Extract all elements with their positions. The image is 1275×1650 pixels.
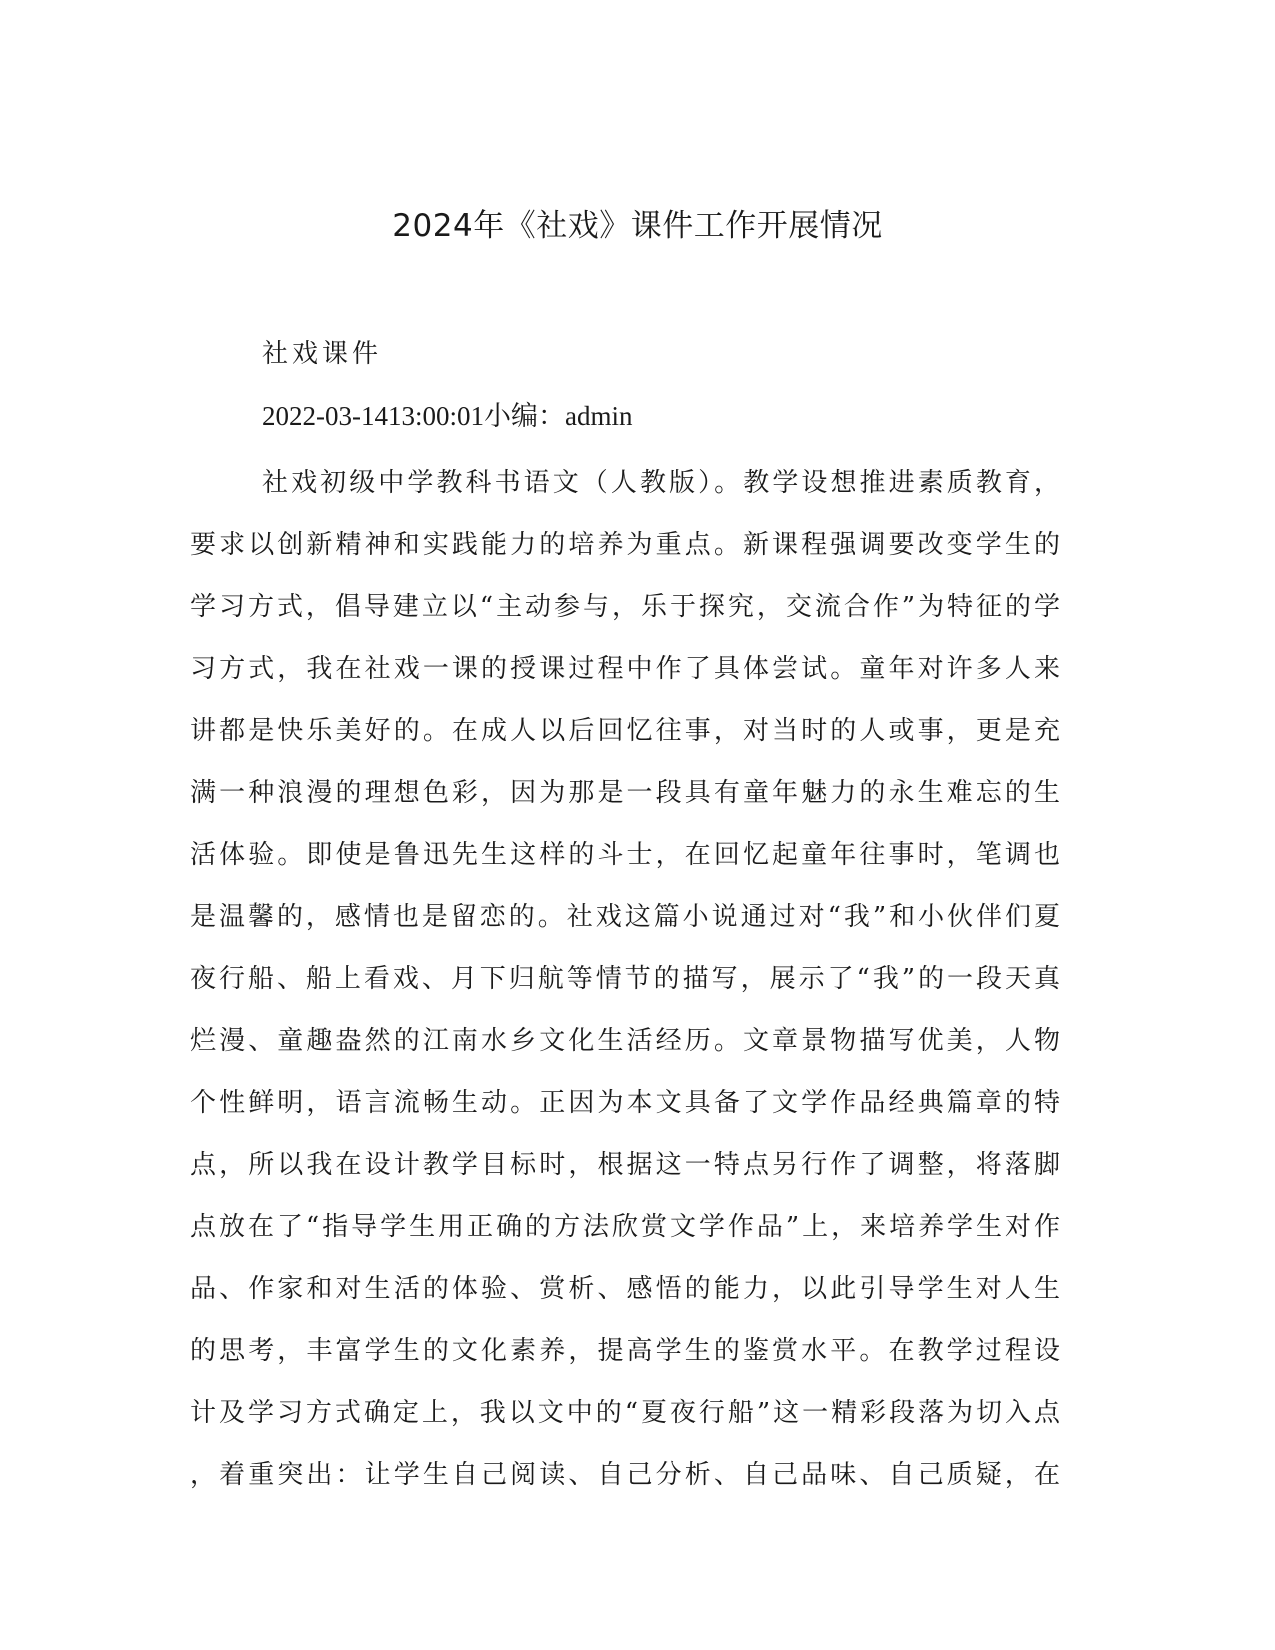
body-line: 社戏初级中学教科书语文（人教版）。教学设想推进素质教育， [262, 468, 1060, 498]
body-line: 讲都是快乐美好的。在成人以后回忆往事，对当时的人或事，更是充 [190, 716, 1060, 746]
document-title: 2024年《社戏》课件工作开展情况 [392, 208, 883, 244]
body-line: 学习方式，倡导建立以“主动参与，乐于探究，交流合作”为特征的学 [190, 592, 1060, 622]
body-line: 要求以创新精神和实践能力的培养为重点。新课程强调要改变学生的 [190, 530, 1060, 560]
category-label: 社戏课件 [262, 339, 383, 369]
body-line: 活体验。即使是鲁迅先生这样的斗士，在回忆起童年往事时，笔调也 [190, 840, 1060, 870]
body-line: 是温馨的，感情也是留恋的。社戏这篇小说通过对“我”和小伙伴们夏 [190, 902, 1060, 932]
body-paragraph [190, 452, 1060, 1506]
body-line: 的思考，丰富学生的文化素养，提高学生的鉴赏水平。在教学过程设 [190, 1336, 1060, 1366]
body-line: 烂漫、童趣盎然的江南水乡文化生活经历。文章景物描写优美，人物 [190, 1026, 1060, 1056]
body-line: 点，所以我在设计教学目标时，根据这一特点另行作了调整，将落脚 [190, 1150, 1060, 1180]
body-line: ，着重突出：让学生自己阅读、自己分析、自己品味、自己质疑，在 [190, 1460, 1060, 1490]
body-line: 个性鲜明，语言流畅生动。正因为本文具备了文学作品经典篇章的特 [190, 1088, 1060, 1118]
body-line: 习方式，我在社戏一课的授课过程中作了具体尝试。童年对许多人来 [190, 654, 1060, 684]
body-line: 满一种浪漫的理想色彩，因为那是一段具有童年魅力的永生难忘的生 [190, 778, 1060, 808]
body-line: 夜行船、船上看戏、月下归航等情节的描写，展示了“我”的一段天真 [190, 964, 1060, 994]
body-line: 计及学习方式确定上，我以文中的“夏夜行船”这一精彩段落为切入点 [190, 1398, 1060, 1428]
date-author-line: 2022-03-1413:00:01小编：admin [262, 401, 633, 431]
body-line: 品、作家和对生活的体验、赏析、感悟的能力，以此引导学生对人生 [190, 1274, 1060, 1304]
body-line: 点放在了“指导学生用正确的方法欣赏文学作品”上，来培养学生对作 [190, 1212, 1060, 1242]
